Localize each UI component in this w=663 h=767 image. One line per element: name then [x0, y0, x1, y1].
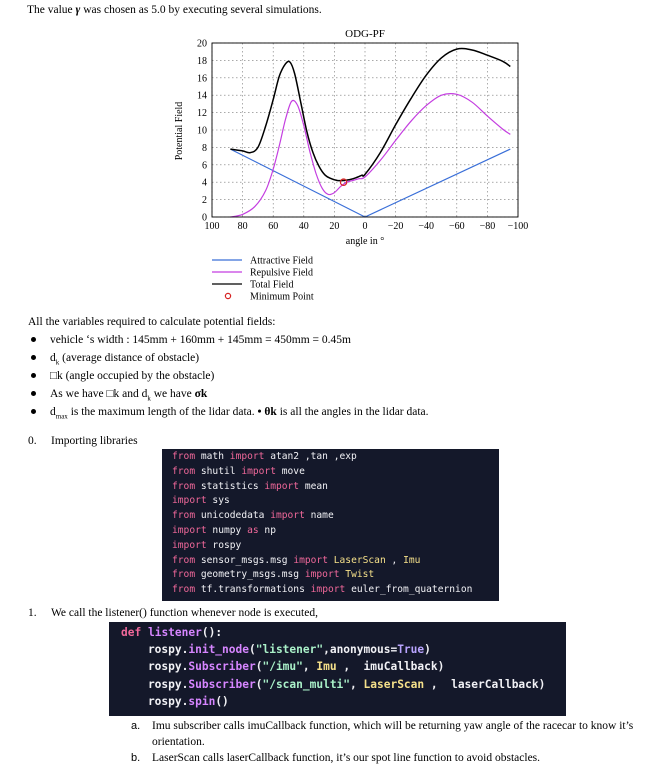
intro-post: was chosen as 5.0 by executing several simulations.	[80, 4, 322, 16]
y-tick-label: 4	[202, 177, 207, 189]
y-tick-label: 12	[197, 108, 207, 120]
y-tick-label: 20	[197, 38, 207, 50]
code-token	[141, 626, 148, 639]
code-token: ():	[201, 626, 223, 639]
code-token: (	[255, 660, 263, 674]
bullet-4	[31, 391, 36, 396]
code-token: rospy	[206, 539, 242, 551]
code-token: ,	[350, 677, 364, 691]
code-token: (	[248, 643, 256, 657]
code-token: euler_from_quaternion	[345, 584, 473, 596]
code-token: import	[310, 584, 346, 596]
code-token: Subscriber	[188, 677, 256, 691]
step1-number: 1.	[28, 607, 37, 619]
code-token: unicodedata	[195, 510, 271, 522]
code-token: , laserCallback)	[424, 677, 546, 691]
legend-minimum-point-swatch	[225, 293, 230, 298]
code-token: math	[195, 451, 230, 462]
x-tick-label: 20	[329, 221, 340, 232]
x-tick-label: 60	[268, 221, 279, 232]
variables-heading: All the variables required to calculate potential fields:	[28, 316, 276, 328]
code-token: "/scan_multi"	[262, 677, 351, 691]
step0-number: 0.	[28, 435, 37, 447]
code-token: ,anonymous=	[323, 643, 398, 657]
imports-code-block	[162, 449, 499, 601]
code-token: numpy	[206, 525, 248, 536]
code-token: def	[121, 626, 142, 639]
code-token: import	[241, 465, 276, 477]
code-token: import	[229, 451, 265, 462]
code-token: from	[172, 584, 196, 596]
step1-text: We call the listener() function whenever node is executed,	[51, 607, 318, 619]
code-token: tf.transformations	[195, 584, 311, 596]
code-token: from	[172, 480, 196, 492]
sub-b-text: LaserScan calls laserCallback function, it’s our spot line function to avoid obstacles.	[152, 752, 541, 764]
x-tick-label: 0	[362, 221, 368, 232]
code-token: "/imu"	[262, 660, 303, 674]
code-token: name	[304, 510, 334, 522]
code-token: Subscriber	[188, 660, 256, 674]
code-token: rospy.	[121, 643, 189, 657]
code-token: init_node	[188, 643, 249, 657]
listener-code-block	[109, 622, 566, 716]
code-token: LaserScan	[363, 677, 425, 691]
code-token: sensor_msgs.msg	[195, 554, 294, 566]
bullet-2	[31, 355, 36, 360]
x-tick-label: 40	[298, 221, 309, 232]
code-token: shutil	[195, 465, 242, 477]
sub-a-mark: a.	[131, 720, 141, 732]
code-token: from	[172, 554, 196, 566]
x-tick-label: −40	[418, 221, 435, 232]
code-token: ()	[215, 694, 229, 708]
y-tick-label: 16	[197, 73, 207, 85]
code-token: from	[172, 510, 196, 522]
x-tick-label: −80	[479, 221, 496, 232]
code-token: geometry_msgs.msg	[195, 569, 305, 581]
y-tick-label: 10	[197, 125, 207, 137]
bullet-4-text: As we have □k and $d_k$ we have σk	[50, 388, 208, 403]
code-token: True	[397, 643, 425, 657]
bullet-5-text: $d_{max}$ is the maximum length of the lidar data. • θk is all the angles in the lidar data.	[50, 406, 429, 421]
code-line	[172, 451, 357, 462]
code-token: )	[424, 643, 431, 657]
code-token: np	[258, 525, 276, 536]
x-tick-label: 100	[204, 221, 220, 232]
x-tick-label: −100	[507, 221, 529, 232]
code-line	[172, 495, 230, 506]
code-token: Imu	[316, 660, 337, 674]
code-token: import	[172, 539, 207, 551]
code-token: listener	[147, 626, 202, 639]
code-line	[172, 569, 374, 580]
code-line	[172, 481, 328, 492]
code-token: sys	[206, 495, 230, 507]
intro-text	[27, 3, 322, 17]
code-token: as	[247, 525, 259, 536]
code-token: import	[172, 495, 207, 507]
bullet-3-text: □k (angle occupied by the obstacle)	[50, 370, 215, 382]
x-tick-label: −60	[448, 221, 465, 232]
code-token: spin	[188, 694, 216, 708]
code-token: Imu	[403, 554, 421, 566]
code-token: ,	[385, 554, 404, 566]
bullet-3	[31, 373, 36, 378]
code-token: from	[172, 569, 196, 581]
legend-repulsive-field-label: Repulsive Field	[250, 267, 314, 279]
code-line	[121, 643, 431, 656]
attractive-field-line	[230, 149, 510, 217]
code-token: import	[304, 569, 340, 581]
code-line	[121, 660, 444, 673]
code-token: import	[293, 554, 328, 566]
code-line	[172, 510, 334, 521]
code-token: import	[172, 525, 207, 536]
repulsive-field-line	[230, 94, 510, 217]
bullet-2-text: $d_k$ (average distance of obstacle)	[50, 352, 200, 367]
legend-total-field-label: Total Field	[250, 279, 294, 291]
y-tick-label: 6	[202, 160, 207, 172]
bullet-1-text: vehicle ‘s width : 145mm + 160mm + 145mm = 450mm = 0.45m	[50, 334, 351, 346]
code-token: "listener"	[255, 643, 324, 657]
code-line	[121, 695, 229, 708]
code-token: ,	[302, 660, 317, 674]
chart-title: ODG-PF	[345, 28, 385, 40]
chart-ylabel: Potential Field	[174, 101, 185, 161]
y-tick-label: 2	[202, 195, 207, 207]
code-token: (	[255, 677, 263, 691]
code-token: statistics	[195, 480, 265, 492]
code-token: , imuCallback)	[336, 660, 445, 674]
x-tick-label: −20	[387, 221, 404, 232]
code-token: import	[264, 480, 300, 492]
code-line	[121, 678, 545, 691]
sub-b-mark: b.	[131, 752, 141, 764]
x-tick-label: 80	[237, 221, 248, 232]
sub-a-line2: orientation.	[152, 736, 205, 748]
code-token: from	[172, 465, 196, 477]
intro-pre: The value	[27, 4, 76, 16]
y-tick-label: 14	[197, 90, 207, 102]
sub-a-line1: Imu subscriber calls imuCallback function, which will be returning yaw angle of the racecar to know it’s	[152, 720, 634, 732]
y-tick-label: 0	[202, 212, 207, 224]
code-line	[172, 555, 420, 566]
legend-attractive-field-label: Attractive Field	[250, 255, 314, 267]
code-token: rospy.	[121, 694, 189, 708]
y-tick-label: 8	[202, 142, 207, 154]
chart-xlabel: angle in °	[345, 236, 385, 247]
bullet-1	[31, 337, 36, 342]
y-tick-label: 18	[197, 55, 207, 67]
code-token: from	[172, 451, 196, 462]
code-line	[172, 540, 241, 551]
code-token: Twist	[339, 569, 375, 581]
code-line	[172, 466, 305, 477]
legend-minimum-point-label: Minimum Point	[250, 291, 314, 303]
code-token: import	[270, 510, 305, 522]
code-token: rospy.	[121, 660, 189, 674]
code-token: mean	[299, 480, 328, 492]
gamma-symbol: γ	[75, 4, 81, 16]
total-field-line	[230, 49, 510, 181]
code-token: LaserScan	[327, 554, 386, 566]
bullet-5	[31, 409, 36, 414]
code-line	[121, 626, 222, 639]
odg-pf-chart	[168, 22, 548, 307]
code-line	[172, 584, 472, 595]
code-token: move	[275, 465, 305, 477]
code-line	[172, 525, 276, 536]
code-token: rospy.	[121, 677, 189, 691]
step0-text: Importing libraries	[51, 435, 138, 447]
code-token: atan2 ,tan ,exp	[264, 451, 357, 462]
